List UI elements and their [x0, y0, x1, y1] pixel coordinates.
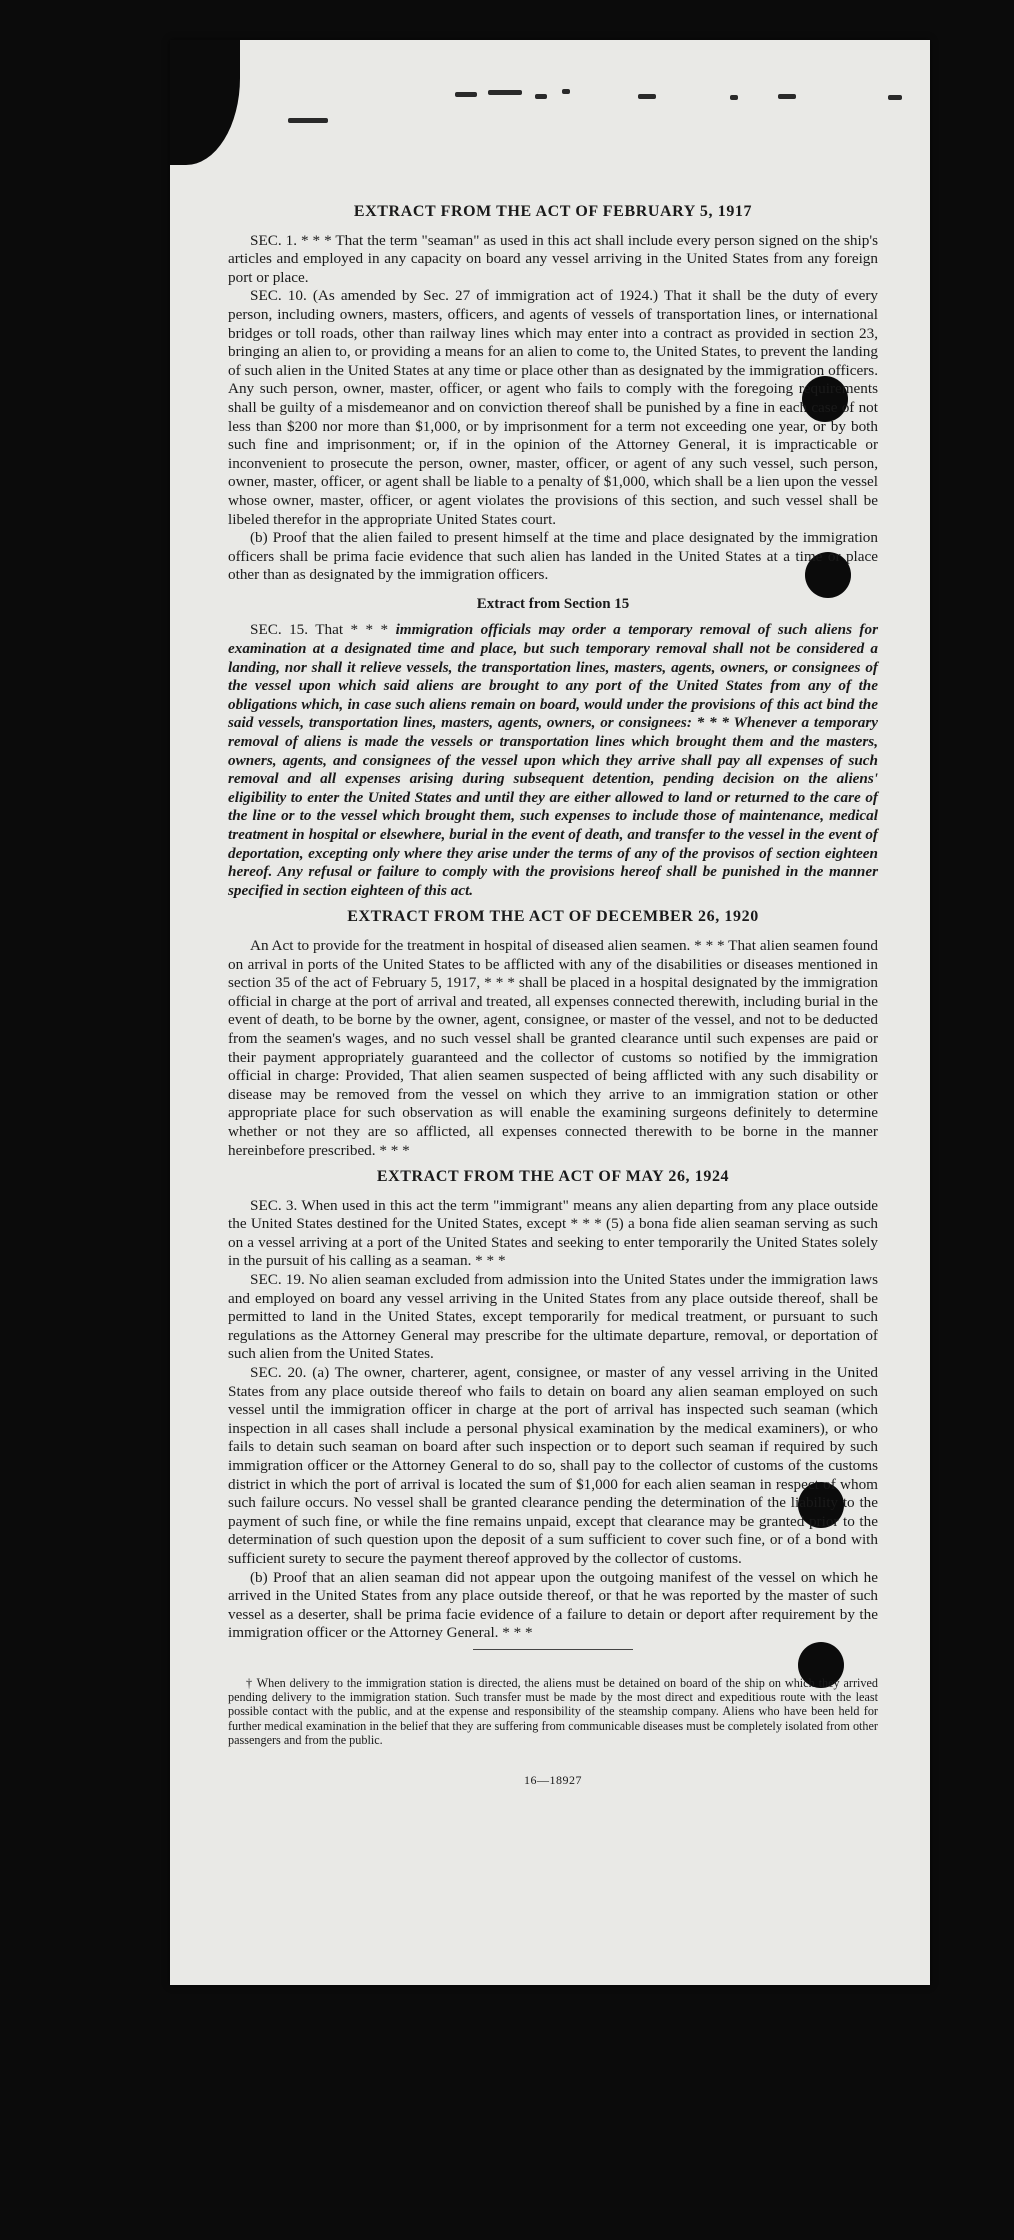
- scan-marks: [170, 88, 930, 128]
- paragraph-sec-3: SEC. 3. When used in this act the term "immigrant" means any alien departing from any place outside the United States destined for the United States, except * * * (5) a bona fide alien seaman serving as such on a vessel arriving at a port of the United States and seeking to enter temporarily the United States solely in the pursuit of his calling as a seaman. * * *: [228, 1196, 878, 1270]
- sec-15-italic-text: immigration officials may order a temporary removal of such aliens for examination at a designated time and place, but such temporary removal shall not be considered a landing, nor shall it relieve vessels, the transportation lines, masters, agents, owners, or consignees of the vessel upon which said aliens are brought to any port of the United States from any of the obligations which, in case such aliens remain on board, would under the provisions of this act bind the said vessels, transportation lines, masters, agents, owners, or consignees: * * * Whenever a temporary removal of aliens is made the vessels or transportation lines which brought them and the masters, owners, agents, and consignees of the vessel upon which they arrive shall pay all expenses of such removal and all expenses arising during subsequent detention, pending decision on the aliens' eligibility to enter the United States and until they are either allowed to land or returned to the care of the line or to the vessel which brought them, such expenses to include those of maintenance, medical treatment in hospital or elsewhere, burial in the event of death, and transfer to the vessel in the event of deportation, excepting only where they arise under the terms of any of the provisos of section eighteen hereof. Any refusal or failure to comply with the provisions hereof shall be punished in the manner specified in section eighteen of this act.: [228, 621, 878, 899]
- paragraph-sec-19: SEC. 19. No alien seaman excluded from admission into the United States under the immigration laws and employed on board any vessel arriving in the United States from any place outside thereof, shall be permitted to land in the United States, except temporarily for medical treatment, or pursuant to such regulations as the Attorney General may prescribe for the ultimate departure, removal, or deportation of such alien from the United States.: [228, 1271, 878, 1363]
- paragraph-act-1920: An Act to provide for the treatment in hospital of diseased alien seamen. * * * That alien seamen found on arrival in ports of the United States to be afflicted with any of the disabilities or diseases mentioned in section 35 of the act of February 5, 1917, * * * shall be placed in a hospital designated by the immigration official in charge at the port of arrival and treated, all expenses connected therewith, including burial in the event of death, to be borne by the owner, agent, consignee, or master of the vessel, and not to be deducted from the seamen's wages, and no such vessel shall be granted clearance until such expenses are paid or their payment appropriately guaranteed and the collector of customs so notified by the immigration official in charge: Provided, That alien seamen suspected of being afflicted with any such disability or disease may be removed from the vessel on which they arrive to an immigration station or other appropriate place for such observation as will enable the examining surgeons definitely to determine whether or not they are so afflicted, all expenses connected therewith to be borne in the manner hereinbefore prescribed. * * *: [228, 936, 878, 1159]
- paragraph-sec-10: SEC. 10. (As amended by Sec. 27 of immigration act of 1924.) That it shall be the duty of every person, including owners, masters, officers, and agents of vessels of transportation lines, or international bridges or toll roads, other than railway lines which may enter into a contract as provided in section 23, bringing an alien to, or providing a means for an alien to come to, the United States, to prevent the landing of such alien in the United States at any time or place other than as designated by the immigration officers. Any such person, owner, master, officer, or agent who fails to comply with the foregoing requirements shall be guilty of a misdemeanor and on conviction thereof shall be punished by a fine in each case of not less than $200 nor more than $1,000, or by imprisonment for a term not exceeding one year, or by both such fine and imprisonment; or, if in the opinion of the Attorney General, it is impracticable or inconvenient to prosecute the person, owner, master, officer, or agent of any such vessel, such person, owner, master, officer, or agent shall be liable to a penalty of $1,000, which shall be a lien upon the vessel whose owner, master, officer, or agent violates the provisions of this section, and such vessel shall be libeled therefor in the appropriate United States court.: [228, 287, 878, 528]
- paragraph-sec-15: [228, 621, 878, 900]
- paragraph-sec-20-a: SEC. 20. (a) The owner, charterer, agent, consignee, or master of any vessel arriving in the United States from any place outside thereof who fails to detain on board any alien seaman employed on such vessel until the immigration officer in charge at the port of arrival has inspected such seaman (which inspection in all cases shall include a personal physical examination by the medical examiners), or who fails to detain such seaman on board after such inspection or to deport such seaman if required by such immigration officer or the Attorney General to do so, shall pay to the collector of customs of the customs district in which the port of arrival is located the sum of $1,000 for each alien seaman in respect of whom such failure occurs. No vessel shall be granted clearance pending the determination of the liability to the payment of such fine, or while the fine remains unpaid, except that clearance may be granted prior to the determination of such question upon the deposit of a sum sufficient to cover such fine, or of a bond with sufficient surety to secure the payment thereof approved by the collector of customs.: [228, 1364, 878, 1567]
- paragraph-sec-1: SEC. 1. * * * That the term "seaman" as used in this act shall include every person signed on the ship's articles and employed in any capacity on board any vessel arriving in the United States from any foreign port or place.: [228, 231, 878, 286]
- footnote-text: † When delivery to the immigration station is directed, the aliens must be detained on board of the ship on which they arrived pending delivery to the immigration station. Such transfer must be made by the most direct and expeditious route with the least possible contact with the public, and at the expense and responsibility of the steamship company. Aliens who have been held for further medical examination in the belief that they are suffering from communicable diseases must be completely isolated from other passengers and from the public.: [228, 1675, 878, 1747]
- footnote: [228, 1676, 878, 1747]
- sec-15-lead: SEC. 15. That * * *: [250, 621, 396, 639]
- subheading-section-15: Extract from Section 15: [476, 595, 630, 612]
- heading-act-1920: EXTRACT FROM THE ACT OF DECEMBER 26, 1920: [347, 908, 759, 926]
- footnote-divider: [473, 1649, 633, 1650]
- paragraph-sec-20-b: (b) Proof that an alien seaman did not appear upon the outgoing manifest of the vessel on which he arrived in the United States from any place outside thereof, or that he was reported by the master of such vessel as a deserter, shall be prima facie evidence of a failure to detain or deport after requirement by the immigration officer or the Attorney General. * * *: [228, 1568, 878, 1642]
- heading-act-1924: EXTRACT FROM THE ACT OF MAY 26, 1924: [376, 1168, 730, 1186]
- form-number: 16—18927: [524, 1772, 582, 1787]
- document-page: [170, 40, 930, 1985]
- document-body: [228, 195, 878, 1790]
- paragraph-sec-10-b: (b) Proof that the alien failed to present himself at the time and place designated by the immigration officers shall be prima facie evidence that such alien has landed in the United States at a time or place other than as designated by the immigration officers.: [228, 529, 878, 584]
- heading-act-1917: EXTRACT FROM THE ACT OF FEBRUARY 5, 1917: [353, 203, 753, 220]
